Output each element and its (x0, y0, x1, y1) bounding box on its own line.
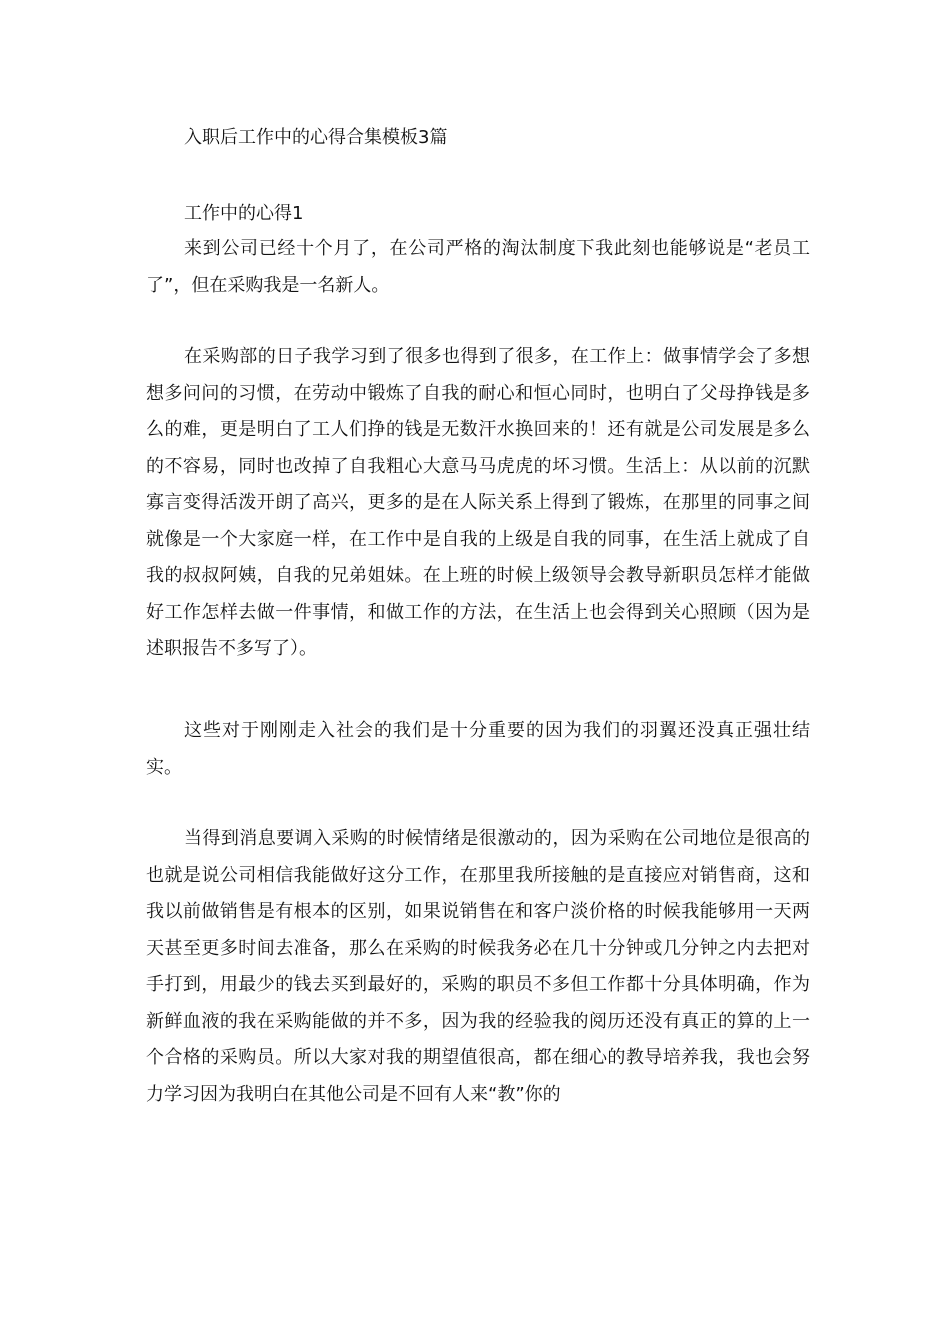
paragraph-1: 来到公司已经十个月了，在公司严格的淘汰制度下我此刻也能够说是“老员工了”，但在采购我是一名新人。 (146, 238, 810, 296)
paragraph-4: 当得到消息要调入采购的时候情绪是很激动的，因为采购在公司地位是很高的也就是说公司相信我能做好这分工作，在那里我所接触的是直接应对销售商，这和我以前做销售是有根本的区别，如果说销售在和客户淡价格的时候我能够用一天两天甚至更多时间去准备，那么在采购的时候我务必在几十分钟或几分钟之内去把对手打到，用最少的钱去买到最好的，采购的职员不多但工作都十分具体明确，作为新鲜血液的我在采购能做的并不多，因为我的经验我的阅历还没有真正的算的上一个合格的采购员。所以大家对我的期望值很高，都在细心的教导培养我，我也会努力学习因为我明白在其他公司是不回有人来“教”你的 (146, 828, 810, 1105)
paragraph-3: 这些对于刚刚走入社会的我们是十分重要的因为我们的羽翼还没真正强壮结实。 (146, 720, 810, 778)
document-title: 入职后工作中的心得合集模板3篇 (184, 127, 448, 148)
section-heading: 工作中的心得1 (184, 203, 304, 224)
paragraph-2: 在采购部的日子我学习到了很多也得到了很多，在工作上：做事情学会了多想想多问问的习惯，在劳动中锻炼了自我的耐心和恒心同时，也明白了父母挣钱是多么的难，更是明白了工人们挣的钱是无数汗水换回来的！还有就是公司发展是多么的不容易，同时也改掉了自我粗心大意马马虎虎的坏习惯。生活上：从以前的沉默寡言变得活泼开朗了高兴，更多的是在人际关系上得到了锻炼，在那里的同事之间就像是一个大家庭一样，在工作中是自我的上级是自我的同事，在生活上就成了自我的叔叔阿姨，自我的兄弟姐妹。在上班的时候上级领导会教导新职员怎样才能做好工作怎样去做一件事情，和做工作的方法，在生活上也会得到关心照顾（因为是述职报告不多写了）。 (146, 346, 810, 659)
